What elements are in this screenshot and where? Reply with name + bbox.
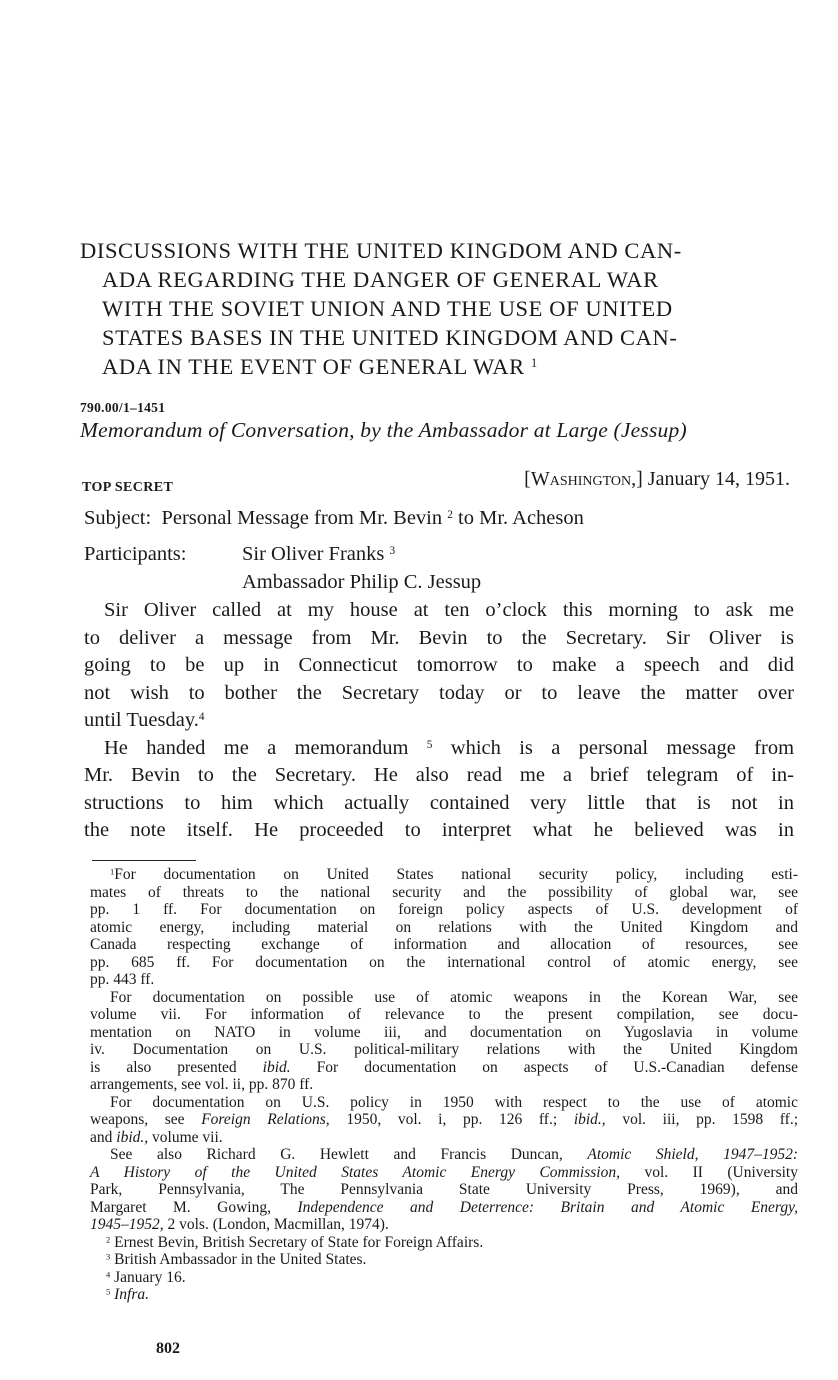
- document-id: 790.00/1–1451: [80, 400, 166, 415]
- title-line: ADA REGARDING THE DANGER OF GENERAL WAR: [102, 267, 659, 292]
- footnote-italic: A History of the United States Atomic Energy Commission,: [90, 1163, 620, 1181]
- footnote-line: mentation on NATO in volume iii, and documentation on Yugoslavia in volume: [90, 1023, 798, 1041]
- body-line: until Tuesday.: [84, 709, 199, 731]
- footnote-number: 4: [106, 1268, 111, 1279]
- footnote-line: volume vii. For information of relevance to the present compilation, see docu-: [90, 1006, 798, 1023]
- footnote-italic: Infra.: [114, 1286, 150, 1303]
- footnote-ref: 5: [426, 738, 433, 751]
- footnote-text: is also presented: [90, 1058, 237, 1076]
- classification-label: TOP SECRET: [82, 480, 174, 495]
- title-line: ADA IN THE EVENT OF GENERAL WAR: [102, 354, 525, 379]
- footnote-line: British Ambassador in the United States.: [114, 1251, 367, 1268]
- subject-text: to Mr. Acheson: [458, 507, 584, 529]
- body-line: going to be up in Connecticut tomorrow to make a speech and did: [84, 654, 794, 676]
- footnote-ref: 4: [198, 710, 205, 723]
- footnote-line: pp. 1 ff. For documentation on foreign policy aspects of U.S. development of: [90, 901, 798, 918]
- dateline: [Washington,] January 14, 1951.: [524, 468, 790, 490]
- footnote-text: and: [90, 1128, 113, 1146]
- footnote-ref: 2: [447, 508, 453, 521]
- footnote-line: mates of threats to the national security and the possibility of global war, see: [90, 883, 798, 901]
- dateline-date: January 14, 1951.: [647, 468, 790, 490]
- footnote-italic: ibid.,: [573, 1111, 606, 1128]
- dateline-place: Washington,: [530, 468, 637, 490]
- footnote-number: 5: [106, 1286, 111, 1297]
- footnote-italic: ibid.: [262, 1058, 291, 1076]
- body-line: not wish to bother the Secretary today or to leave the matter over: [84, 681, 794, 704]
- body-line: structions to him which actually contained very little that is not in: [84, 791, 794, 814]
- footnote-divider: [92, 860, 196, 861]
- footnote-line: For documentation on U.S. policy in 1950 with respect to the use of atomic: [110, 1093, 798, 1111]
- footnote-text: vol. iii, pp. 1598 ff.;: [622, 1111, 799, 1128]
- footnote-number: 2: [106, 1233, 111, 1244]
- participant: Ambassador Philip C. Jessup: [242, 571, 482, 593]
- footnote-line: Park, Pennsylvania, The Pennsylvania State University Press, 1969), and: [90, 1181, 798, 1198]
- footnote-italic: Atomic Shield, 1947–1952:: [587, 1146, 798, 1163]
- body-line: He handed me a memorandum: [104, 736, 409, 759]
- footnote-text: See also Richard G. Hewlett and Francis Duncan,: [110, 1146, 563, 1163]
- footnote-text: Margaret M. Gowing,: [90, 1198, 271, 1216]
- footnote-italic: 1945–1952,: [90, 1216, 164, 1233]
- footnote-number: 1: [110, 866, 115, 877]
- footnote-line: For documentation on possible use of atomic weapons in the Korean War, see: [110, 988, 798, 1006]
- footnote-text: vol. II (University: [644, 1163, 798, 1181]
- title-line: WITH THE SOVIET UNION AND THE USE OF UNITED: [102, 296, 673, 321]
- footnote-line: Canada respecting exchange of information and allocation of resources, see: [90, 936, 798, 953]
- page-number: 802: [156, 1340, 180, 1357]
- body-line: Mr. Bevin to the Secretary. He also read me a brief telegram of in-: [84, 764, 794, 786]
- participants-label: Participants:: [84, 543, 187, 565]
- footnote-line: Ernest Bevin, British Secretary of State for Foreign Affairs.: [114, 1233, 484, 1251]
- footnote-text: volume vii.: [152, 1128, 223, 1146]
- title-line: STATES BASES IN THE UNITED KINGDOM AND CAN-: [102, 325, 678, 350]
- footnotes: [90, 866, 798, 1304]
- footnote-text: weapons, see: [90, 1111, 185, 1128]
- body-line: to deliver a message from Mr. Bevin to the Secretary. Sir Oliver is: [84, 626, 794, 649]
- memo-body: [84, 597, 794, 845]
- footnote-line: pp. 685 ff. For documentation on the international control of atomic energy, see: [90, 953, 798, 971]
- footnote-line: iv. Documentation on U.S. political-military relations with the United Kingdom: [90, 1041, 798, 1058]
- subject-text: Personal Message from Mr. Bevin: [161, 507, 443, 529]
- footnote-text: For documentation on aspects of U.S.-Canadian defense: [316, 1058, 799, 1076]
- footnote-italic: Foreign Relations,: [201, 1111, 330, 1128]
- memo-heading-prefix: Memorandum of Conversation, by the Ambassador at Large: [80, 418, 608, 442]
- footnote-line: For documentation on United States national security policy, including esti-: [114, 866, 798, 883]
- footnote-line: pp. 443 ff.: [90, 971, 155, 988]
- footnote-line: January 16.: [114, 1268, 186, 1286]
- title-line: DISCUSSIONS WITH THE UNITED KINGDOM AND CAN-: [80, 238, 682, 263]
- footnote-ref: 3: [389, 544, 396, 557]
- memo-heading: Memorandum of Conversation, by the Ambassador at Large (Jessup): [80, 418, 687, 442]
- footnote-line: arrangements, see vol. ii, pp. 870 ff.: [90, 1076, 314, 1093]
- section-title: [80, 236, 800, 381]
- memo-heading-name: Jessup: [620, 418, 680, 442]
- footnote-text: 1950, vol. i, pp. 126 ff.;: [346, 1111, 558, 1128]
- participant: Sir Oliver Franks: [242, 543, 385, 565]
- footnote-ref: 1: [531, 356, 538, 371]
- participants: [84, 540, 481, 596]
- footnote-text: 2 vols. (London, Macmillan, 1974).: [167, 1216, 389, 1233]
- body-line: which is a personal message from: [450, 736, 795, 759]
- footnote-line: atomic energy, including material on relations with the United Kingdom and: [90, 918, 798, 936]
- footnote-number: 3: [106, 1251, 111, 1262]
- subject-label: Subject:: [84, 507, 152, 529]
- subject-line: [84, 507, 584, 530]
- footnote-italic: Independence and Deterrence: Britain and Atomic Energy,: [297, 1198, 799, 1216]
- body-line: Sir Oliver called at my house at ten o’clock this morning to ask me: [104, 599, 794, 621]
- footnote-italic: ibid.,: [116, 1128, 149, 1146]
- body-line: the note itself. He proceeded to interpret what he believed was in: [84, 819, 794, 841]
